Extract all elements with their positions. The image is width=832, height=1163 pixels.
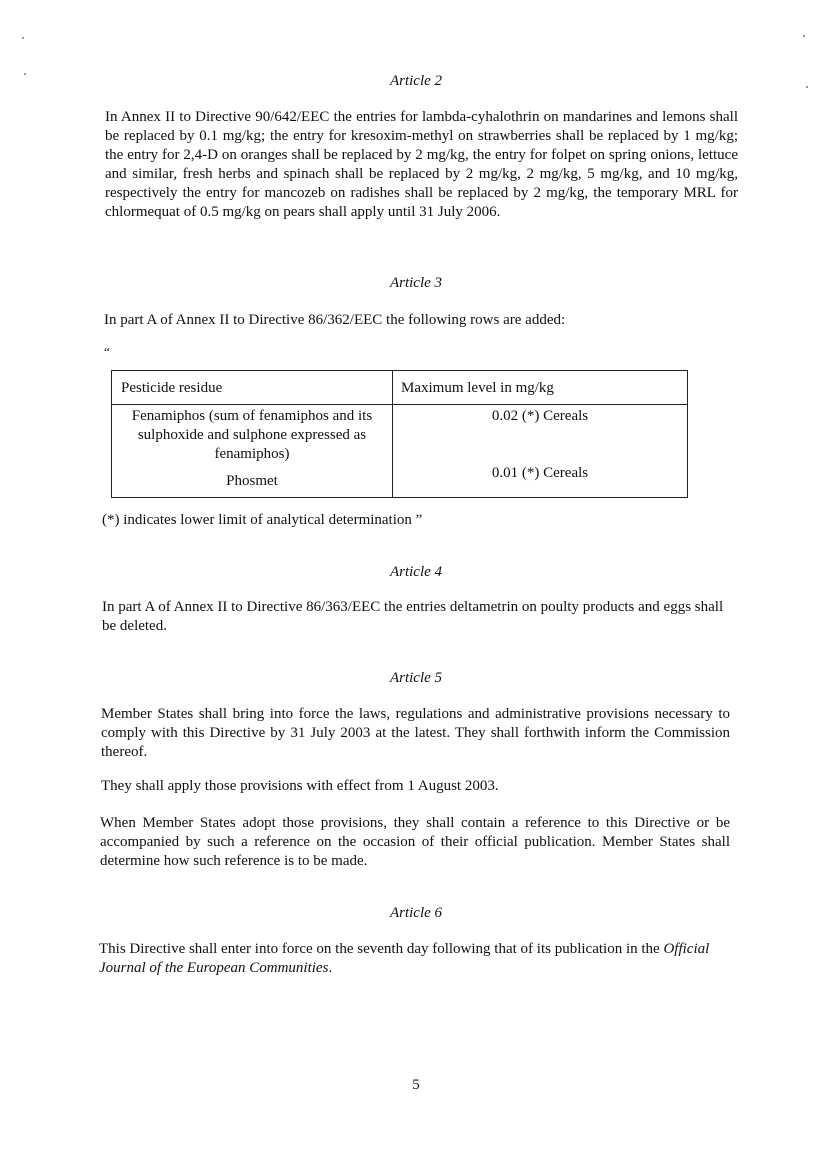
article-2-body: In Annex II to Directive 90/642/EEC the entries for lambda-cyhalothrin on mandarines and lemons shall be replaced by 0.1 mg/kg; the entry for kresoxim-methyl on strawberries shall be replaced by 1 mg/kg; the entry for 2,4-D on oranges shall be replaced by 2 mg/kg, the entry for folpet on spring onions, lettuce and similar, fresh herbs and spinach shall be replaced by 2 mg/kg, 2 mg/kg, 5 mg/kg, and 10 mg/kg, respectively the entry for mancozeb on radishes shall be replaced by 2 mg/kg, the temporary MRL for chlormequat of 0.5 mg/kg on pears shall apply until 31 July 2006. — [105, 109, 738, 220]
table-footnote: (*) indicates lower limit of analytical determination ” — [102, 512, 423, 528]
article-3-heading: Article 3 — [389, 275, 443, 291]
article-5-para-3: When Member States adopt those provisions, they shall contain a reference to this Directive or be accompanied by such a reference on the occasion of their official publication. Member States shall determine how such reference is to be made. — [100, 815, 730, 869]
page-number: 5 — [412, 1077, 420, 1093]
header-maximum-level: Maximum level in mg/kg — [393, 371, 688, 405]
article-6-body — [99, 940, 735, 978]
residue-cell — [112, 405, 393, 498]
header-pesticide-residue: Pesticide residue — [112, 371, 393, 405]
scan-speck — [22, 37, 24, 39]
table-row — [112, 405, 688, 498]
residue-fenamiphos: Fenamiphos (sum of fenamiphos and its sulphoxide and sulphone expressed as fenamiphos) — [131, 408, 373, 462]
residue-phosmet: Phosmet — [226, 473, 278, 489]
article-5-para-2: They shall apply those provisions with effect from 1 August 2003. — [101, 778, 499, 794]
article-6-body-end: . — [328, 960, 333, 976]
residue-table — [111, 370, 688, 498]
level-cell — [393, 405, 688, 498]
article-4-body: In part A of Annex II to Directive 86/363/EEC the entries deltametrin on poulty products and eggs shall be deleted. — [102, 599, 724, 634]
article-5-para-1: Member States shall bring into force the laws, regulations and administrative provisions necessary to comply with this Directive by 31 July 2003 at the latest. They shall forthwith inform the Commission thereof. — [101, 706, 730, 760]
table-header-row — [112, 371, 688, 405]
level-fenamiphos: 0.02 (*) Cereals — [491, 408, 589, 424]
scan-speck — [803, 35, 805, 37]
opening-quote: “ — [104, 344, 110, 359]
article-6-body-start: This Directive shall enter into force on the seventh day following that of its publication in the — [99, 941, 664, 957]
article-5-heading: Article 5 — [389, 670, 443, 686]
level-phosmet: 0.01 (*) Cereals — [491, 465, 589, 481]
journal-title: Official Journal of the European Communities — [99, 941, 710, 976]
article-4-heading: Article 4 — [389, 564, 443, 580]
article-3-intro: In part A of Annex II to Directive 86/362/EEC the following rows are added: — [104, 312, 566, 328]
article-6-heading: Article 6 — [389, 905, 443, 921]
article-2-heading: Article 2 — [389, 73, 443, 89]
